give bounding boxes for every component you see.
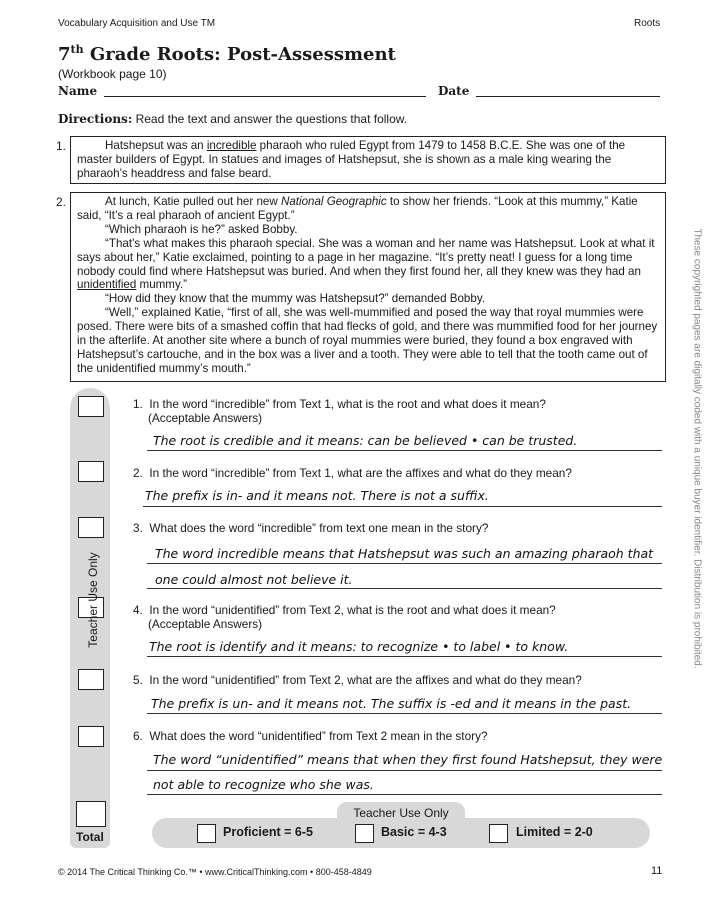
text2-underlined-word: unidentified xyxy=(77,278,137,292)
subtitle: (Workbook page 10) xyxy=(58,67,167,81)
q6-number: 6. xyxy=(133,729,143,743)
q3-number: 3. xyxy=(133,521,143,535)
text2-body xyxy=(77,195,661,376)
q4-number: 4. xyxy=(133,603,143,617)
text1-part-b: pharaoh who ruled Egypt from 1479 to 1458 B.C.E. She was one of the master builders of Egypt. In statues and images of Hatshepsut, she is shown as a male king wearing the pharaoh’s headdress and false beard. xyxy=(77,139,626,180)
answer-line xyxy=(147,794,662,795)
limited-label: Limited = 2-0 xyxy=(516,825,593,839)
text1-body xyxy=(77,139,659,181)
question-6 xyxy=(133,730,488,744)
text1-part-a: Hatshepsut was an xyxy=(105,139,207,152)
q3-text: What does the word “incredible” from text one mean in the story? xyxy=(149,521,489,535)
question-3 xyxy=(133,522,488,536)
q6-text: What does the word “unidentified” from Text 2 mean in the story? xyxy=(149,729,488,743)
copyright-side-notice xyxy=(690,220,702,680)
header-left: Vocabulary Acquisition and Use TM xyxy=(58,18,216,29)
scoring-title: Teacher Use Only xyxy=(353,806,449,820)
q1-text: In the word “incredible” from Text 1, what is the root and what does it mean? xyxy=(149,397,546,411)
answer-line xyxy=(147,656,662,657)
answer-6-line-2: not able to recognize who she was. xyxy=(153,777,374,792)
text2-p1-italic: National Geographic xyxy=(280,195,387,208)
answer-line xyxy=(147,770,662,771)
q1-note: (Acceptable Answers) xyxy=(148,410,263,425)
directions xyxy=(58,112,407,126)
answer-3-line-1: The word incredible means that Hatshepsut was such an amazing pharaoh that xyxy=(155,546,654,561)
basic-label: Basic = 4-3 xyxy=(381,825,447,839)
question-1 xyxy=(133,398,546,425)
answer-line xyxy=(143,506,662,507)
text2-number: 2. xyxy=(56,195,67,209)
grade-suffix: th xyxy=(70,43,84,56)
name-field[interactable] xyxy=(104,96,426,97)
side-notice-text: These copyrighted pages are digitally coded with a unique buyer identifier. Distribution is prohibited. xyxy=(691,228,703,669)
text2-p2: “Which pharaoh is he?” asked Bobby. xyxy=(105,222,298,236)
answer-line xyxy=(147,450,662,451)
q5-number: 5. xyxy=(133,673,143,687)
text2-p3-a: “That’s what makes this pharaoh special. She was a woman and her name was Hatshepsut. Look at what it says about her,” Katie exclaimed, pointing to a page in her magazine. “It’s pretty neat! I guess for a long time nobody could find where Hatshepsut was buried. And when they first found her, all they knew was they had an xyxy=(77,236,655,278)
q2-text: In the word “incredible” from Text 1, what are the affixes and what do they mean? xyxy=(149,466,572,480)
answer-4-line-1: The root is identify and it means: to recognize • to label • to know. xyxy=(149,639,569,654)
score-box-6[interactable] xyxy=(78,726,104,747)
score-box-5[interactable] xyxy=(78,669,104,690)
footer-copyright: © 2014 The Critical Thinking Co.™ • www.CriticalThinking.com • 800-458-4849 xyxy=(58,867,372,877)
proficient-label: Proficient = 6-5 xyxy=(223,825,313,839)
q2-number: 2. xyxy=(133,466,143,480)
header-right: Roots xyxy=(634,18,661,29)
answer-1-line-1: The root is credible and it means: can be believed • can be trusted. xyxy=(153,433,578,448)
text1-underlined-word: incredible xyxy=(206,139,257,152)
answer-5-line-1: The prefix is un- and it means not. The suffix is -ed and it means in the past. xyxy=(151,696,632,711)
question-5 xyxy=(133,674,582,688)
proficient-checkbox[interactable] xyxy=(197,824,216,843)
text2-p3-b: mummy.” xyxy=(136,278,187,292)
directions-label: Directions: xyxy=(58,112,133,126)
text2-p4: “How did they know that the mummy was Hatshepsut?” demanded Bobby. xyxy=(105,292,485,306)
answer-line xyxy=(147,563,662,564)
title-text: Grade Roots: Post-Assessment xyxy=(83,44,396,65)
text2-p1-b: to show her friends. “Look at this mummy,” Katie said, “It’s a real pharaoh of ancient Egypt.” xyxy=(77,195,638,222)
page-title xyxy=(58,44,396,65)
text2-p5: “Well,” explained Katie, “first of all, she was well-mummified and posed the way that royal mummies were posed. There were bits of a smashed coffin that had flecks of gold, and there was mummified food for her journey in the afterlife. At another site where a bunch of royal mummies were buried, they found a box engraved with Hatshepsut’s cartouche, and in the box was a liver and a tooth. They were able to tell that the tooth came out of the unidentified mummy’s mouth.” xyxy=(77,306,658,375)
basic-checkbox[interactable] xyxy=(355,824,374,843)
q5-text: In the word “unidentified” from Text 2, what are the affixes and what do they mean? xyxy=(149,673,582,687)
q4-text: In the word “unidentified” from Text 2, what is the root and what does it mean? xyxy=(149,603,556,617)
question-4 xyxy=(133,604,556,631)
score-box-1[interactable] xyxy=(78,396,104,417)
date-field[interactable] xyxy=(476,96,660,97)
directions-text: Read the text and answer the questions that follow. xyxy=(135,112,408,126)
date-label: Date xyxy=(438,84,470,98)
limited-checkbox[interactable] xyxy=(489,824,508,843)
page-number: 11 xyxy=(651,865,663,877)
answer-6-line-1: The word “unidentified” means that when they first found Hatshepsut, they were xyxy=(153,752,663,767)
total-label: Total xyxy=(76,830,104,844)
text2-p1-a: At lunch, Katie pulled out her new xyxy=(105,195,281,208)
question-2 xyxy=(133,467,572,481)
answer-3-line-2: one could almost not believe it. xyxy=(155,572,353,587)
grade-number: 7 xyxy=(58,44,71,65)
name-label: Name xyxy=(58,84,98,98)
answer-line xyxy=(147,713,662,714)
teacher-use-vertical-label: Teacher Use Only xyxy=(86,552,100,648)
answer-2-line-1: The prefix is in- and it means not. There is not a suffix. xyxy=(145,488,489,503)
answer-line xyxy=(147,588,662,589)
score-box-3[interactable] xyxy=(78,517,104,538)
q1-number: 1. xyxy=(133,397,143,411)
q4-note: (Acceptable Answers) xyxy=(148,616,263,631)
total-box[interactable] xyxy=(76,801,106,827)
score-box-2[interactable] xyxy=(78,461,104,482)
text1-number: 1. xyxy=(56,139,67,153)
